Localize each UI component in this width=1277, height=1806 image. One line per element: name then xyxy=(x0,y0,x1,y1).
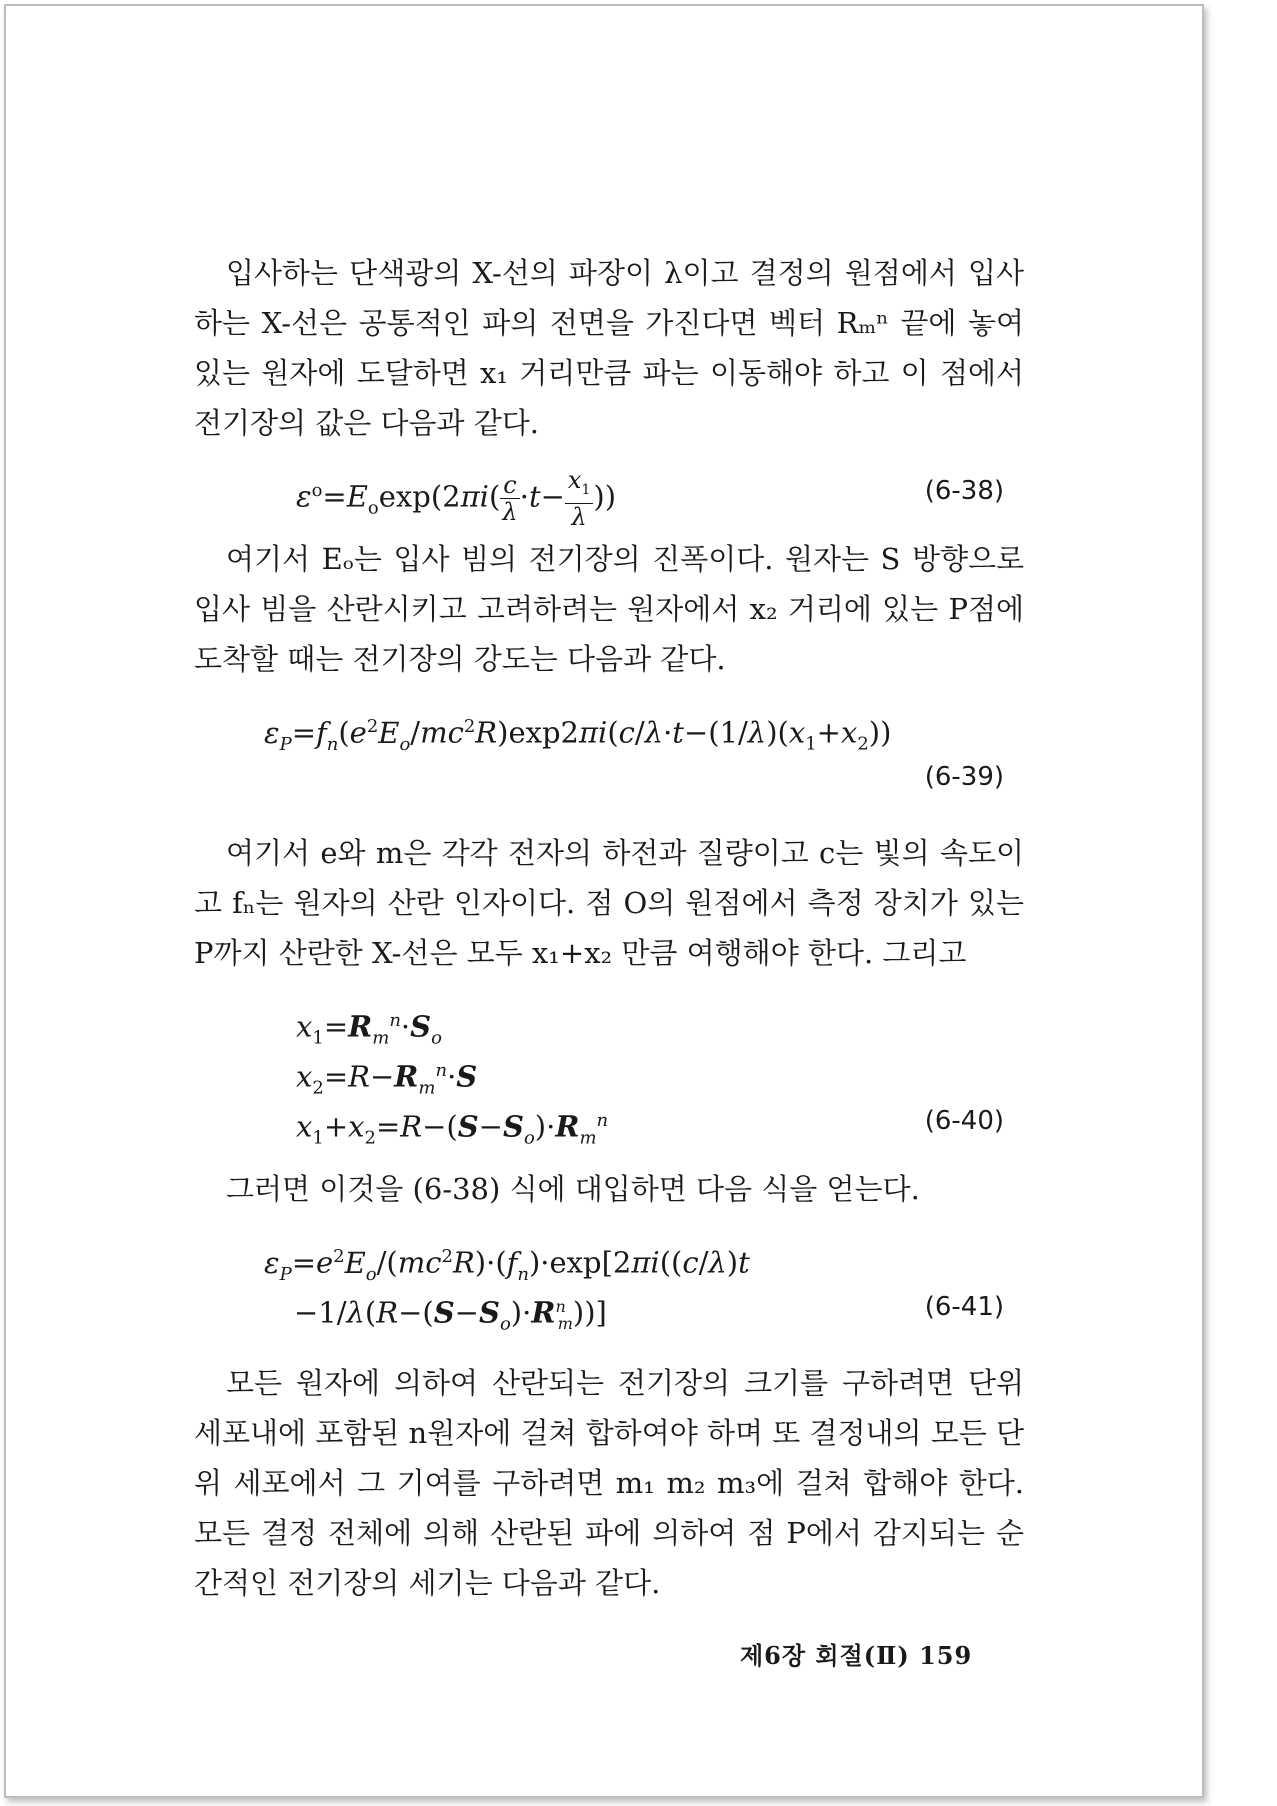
equation-6-38 xyxy=(194,466,1024,532)
equation-6-41-line1 xyxy=(194,1232,1024,1285)
equation-6-40-line2 xyxy=(194,1046,1024,1099)
equation-6-41-expr-2: $-1/\lambda(R-(S-S_o)\cdot R^n_m)$)] xyxy=(294,1295,607,1335)
equation-6-39-label: (6-39) xyxy=(924,762,1004,792)
paragraph-1: 입사하는 단색광의 X-선의 파장이 λ이고 결정의 원점에서 입사하는 X-선은 공통적인 파의 전면을 가진다면 벡터 Rₘⁿ 끝에 놓여 있는 원자에 도달하면 x₁ 거리만큼 파는 이동해야 하고 이 점에서 전기장의 값은 다음과 같다. xyxy=(194,256,1024,440)
equation-6-40-line3 xyxy=(194,1096,1024,1149)
equation-6-40-line1 xyxy=(194,996,1024,1049)
equation-6-40-expr-2: $x_2=R-R_m^n\cdot S$ xyxy=(296,1059,478,1099)
equation-6-41-label: (6-41) xyxy=(924,1292,1004,1322)
equation-6-40-label: (6-40) xyxy=(924,1106,1004,1136)
equation-6-38-label: (6-38) xyxy=(924,476,1004,506)
paragraph-2: 여기서 Eₒ는 입사 빔의 전기장의 진폭이다. 원자는 S 방향으로 입사 빔을 산란시키고 고려하려는 원자에서 x₂ 거리에 있는 P점에 도착할 때는 전기장의 강도는 다음과 같다. xyxy=(194,542,1024,676)
paragraph-3: 여기서 e와 m은 각각 전자의 하전과 질량이고 c는 빛의 속도이고 fₙ는 원자의 산란 인자이다. 점 O의 원점에서 측정 장치가 있는 P까지 산란한 X-선은 모두 x₁+x₂ 만큼 여행해야 한다. 그리고 xyxy=(194,836,1024,970)
equation-6-40-expr-3: $x_1+x_2=R-(S-S_o)\cdot R_m^n$ xyxy=(296,1109,609,1149)
equation-6-40-expr-1: $x_1=R_m^n\cdot S_o$ xyxy=(296,1009,442,1049)
equation-6-41-expr-1: $\varepsilon_P=e^2E_o/(mc^2R)\cdot(f_n)\cdot\exp[2\pi i((c/\lambda)t$ xyxy=(264,1245,750,1285)
equation-6-39-expr: $\varepsilon_P=f_n(e^2E_o/mc^2R)\exp 2\pi i(c/\lambda\cdot t-(1/\lambda)(x_1+x_2))$ xyxy=(264,715,892,755)
equation-6-38-expr: $\varepsilon^o=E_o\exp(2\pi i$( $\frac{c}{\lambda}$ ·t− $\frac{x_1}{\lambda}$ )) xyxy=(296,466,617,532)
paragraph-5: 모든 원자에 의하여 산란되는 전기장의 크기를 구하려면 단위 세포내에 포함된 n원자에 걸쳐 합하여야 하며 또 결정내의 모든 단위 세포에서 그 기여를 구하려면 m₁ m₂ m₃에 걸쳐 합해야 한다. 모든 결정 전체에 의해 산란된 파에 의하여 점 P에서 감지되는 순간적인 전기장의 세기는 다음과 같다. xyxy=(194,1366,1025,1600)
equation-6-39 xyxy=(194,702,1024,755)
paragraph-4: 그러면 이것을 (6-38) 식에 대입하면 다음 식을 얻는다. xyxy=(226,1172,920,1206)
page-footer: 제6장 회절(Ⅱ) 159 xyxy=(740,1641,973,1670)
equation-6-41-line2 xyxy=(194,1282,1024,1335)
page-content xyxy=(194,248,1024,1608)
